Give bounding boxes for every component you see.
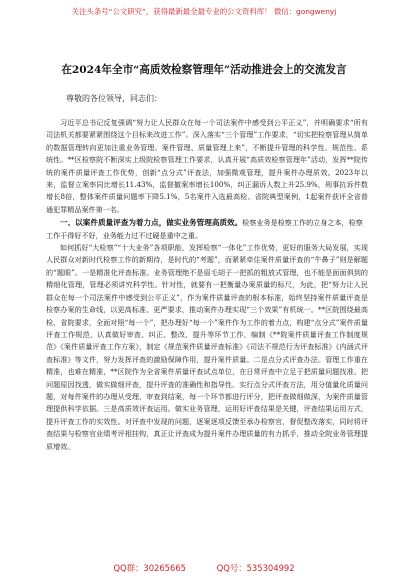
section-1-lead: 检察业务是检察工作的立身之本，检察工作干得好不好，业务能力过不过硬是重中之重。 bbox=[46, 218, 363, 240]
section-1-title: 一、以案件质量评查为着力点，做实业务管理高质效。 bbox=[60, 218, 243, 228]
salutation: 尊敬的各位领导，同志们： bbox=[66, 94, 162, 103]
intro-paragraph: 习近平总书记反复强调“努力让人民群众在每一个司法案件中感受到公平正义”，并明确要求“所有司法机关都要紧紧围绕这个目标来改进工作”。深入落实“三个管理”工作要求，“切实把检察管理从简单的数据管理转向更加注重业务管理、案件管理、质量管理上来”，不断提升管理的科学性、规范性、系统性。**区检察院不断深实上级院检察管理工作要求，认真开展“高质效检察管理年”活动，发挥**院传统的案件质量评查工作优势，创新“点分式”评查法，加强微观管理，提升案件办理质效。2023年以来，监督立案率同比增长11.43%，监督撤案率增长100%，纠正漏诉人数上升25.9%，刑事抗诉件数增长8倍，整体案件质量问题率下降5.1%，5名案件入选最高检、省院典型案例，1起案件获评全省普通犯罪精品案件第一名。 bbox=[46, 118, 368, 214]
section-1-body: 如何抓好“大检察”“十大业务”各项职能，发挥检察“一体化”工作优势，更好的服务大局发展，实现人民群众对新时代检察工作的新期待，是时代的“考题”，而紧紧牵住案件质量评查的“牛鼻子”则是解题的“题眼”。一是精准化评查标准。业务管理绝不是眉毛胡子一把抓的粗放式管理，也不能是面面俱到的精细化管理，管理必须讲究科学性。针对性，就要有一把衡量办案质量的标尺，为此，把“努力让人民群众在每一个司法案件中感受到公平正义”，作为案件质量评查的根本标准，始终坚持案件质量评查是检察办案的生命线，以更高标准、更严要求，推动案件办理实现“三个效果”有机统一。**区院围绕最高检、省院要求，全面对照“每一个”，把办理好“每一个”案件作为工作的着力点，构建“点分式”案件质量评查工作规范，认真做好审查、纠正、整改、提升等环节工作，编制《**院案件质量评查工作制度规范》《案件质量评查工作方案》，制定《规范案件质量评查标准》《司法不规范行为评查标准》《内涵式评查标准》等文件，努力发挥评查的激励保障作用，提升案件质量。二是点分式评查办法。管理工作重在精准，也难在精准，**区院作为全省案件质量评查试点单位，在日常评查中立足于把质量问题找准、把问题原因找透，做实做细评查，提升评查的准确性和指导性。实行点分式评查方法，用分值量化质量问题，对每件案件的办理从受理、审查到结案，每一个环节都进行评分，把评查做细做深，为案件质量管理提供科学依据。三是高质效评查运用。做实业务管理，运用好评查结果是关键，评查结果运用方式，提升评查工作的实效性。对评查中发现的问题，逐案逐项反馈至承办检察官，督促整改落实，同时将评查结果与检察官业绩考评相挂钩，真正让评查成为提升案件办理质量的有力抓手，推动全院业务管理提质增效。 bbox=[46, 243, 368, 451]
document-title: 在2024年全市“高质效检察管理年”活动推进会上的交流发言 bbox=[61, 64, 347, 76]
section-1-heading bbox=[46, 217, 368, 242]
footer bbox=[0, 562, 408, 574]
document-body bbox=[46, 117, 368, 453]
footer-qq-number: QQ号：535304992 bbox=[216, 563, 295, 573]
top-banner: 关注头条号“公文研究”，获得最新最全最专业的公文资料库！ 微信：gongwenyj bbox=[71, 7, 337, 16]
footer-qq-group: QQ群：30265665 bbox=[113, 563, 186, 573]
